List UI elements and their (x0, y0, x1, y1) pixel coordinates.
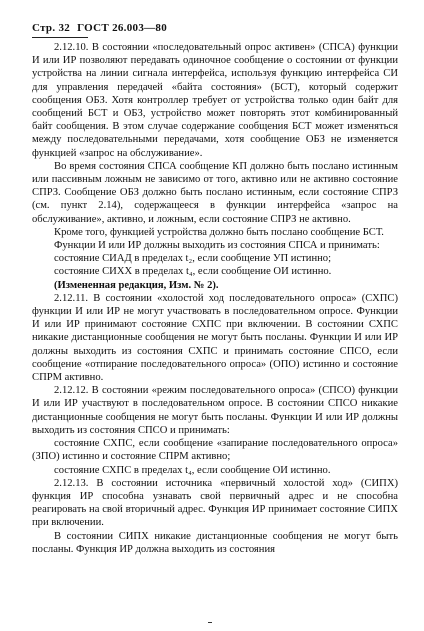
paragraph: состояние СИХХ в пределах t₄, если сообщение ОИ истинно. (54, 266, 332, 278)
paragraph: Кроме того, функцией устройства должно быть послано сообщение БСТ. (54, 226, 384, 238)
paragraph: 2.12.13. В состоянии источника «первичный холостой ход» (СИПХ) функция ИР способна узнавать свой первичный адрес и не способна реагировать на свой вторичный адрес. Функция ИР принимает состояние СИПХ при включении. (32, 477, 398, 529)
paragraph: состояние СХПС, если сообщение «запирание последовательного опроса» (ЗПО) истинно и состояние СПРМ активно; (32, 438, 398, 463)
paragraph: состояние СХПС в пределах t₄, если сообщение ОИ истинно. (54, 464, 331, 476)
header-rule (32, 37, 88, 38)
paragraph: В состоянии СИПХ никакие дистанционные сообщения не могут быть посланы. Функция ИР должна выходить из состояния (32, 530, 398, 555)
paragraph: Во время состояния СПСА сообщение КП должно быть послано истинным или пассивным ложным не зависимо от того, активно или не активно состояние СПРЗ. Сообщение ОБЗ должно быть послано истинным, если состояние СПРЗ (см. пункт 2.14), содержащееся в функции интерфейса «запрос на обслуживание», активно, и ложным, если состояние СПРЗ не активно. (32, 160, 398, 225)
paragraph: 2.12.11. В состоянии «холостой ход последовательного опроса» (СХПС) функции И или ИР не могут участвовать в последовательном опросе. Функции И или ИР принимают состояние СХПС при включении. В состоянии СХПС никакие дистанционные сообщения не могут быть посланы. Функции И или ИР должны выходить из состояния СХПС и принимать состояние СПСО, если сообщение «отпирание последовательного опроса» (ОПО) истинно и состояние СПРМ активно. (32, 292, 398, 384)
page-header (32, 22, 398, 34)
standard-number: ГОСТ 26.003—80 (77, 22, 168, 34)
page-number: Стр. 32 (32, 22, 71, 34)
paragraph: 2.12.10. В состоянии «последовательный опрос активен» (СПСА) функции И или ИР позволяют передавать одиночное сообщение о состоянии от функции устройства на линии сигнала интерфейса, используя функцию интерфейса СИ для управления передачей «байта состояния» (БСТ), который содержит сообщения ОБЗ. Хотя контроллер требует от устройства только один байт для сообщений БСТ и ОБЗ, устройство может повторять этот комбинированный байт сообщения. В этом случае содержание сообщения БСТ может изменяться между последовательными передачами, хотя сообщение ОБЗ не изменяется функцией «запрос на обслуживание». (32, 42, 398, 159)
body-text (32, 41, 398, 556)
paragraph: Функции И или ИР должны выходить из состояния СПСА и принимать: (54, 240, 380, 252)
paragraph: 2.12.12. В состоянии «режим последовательного опроса» (СПСО) функции И или ИР участвуют в последовательном опросе. В состоянии СПСО никакие дистанционные сообщения не могут быть посланы. Функции И или ИР должны выходить из состояния СПСО и принимать: (32, 385, 398, 436)
paragraph: состояние СИАД в пределах t₂, если сообщение УП истинно; (54, 253, 332, 265)
amendment-note: (Измененная редакция, Изм. № 2). (54, 279, 219, 291)
page-foot-mark (208, 622, 212, 623)
